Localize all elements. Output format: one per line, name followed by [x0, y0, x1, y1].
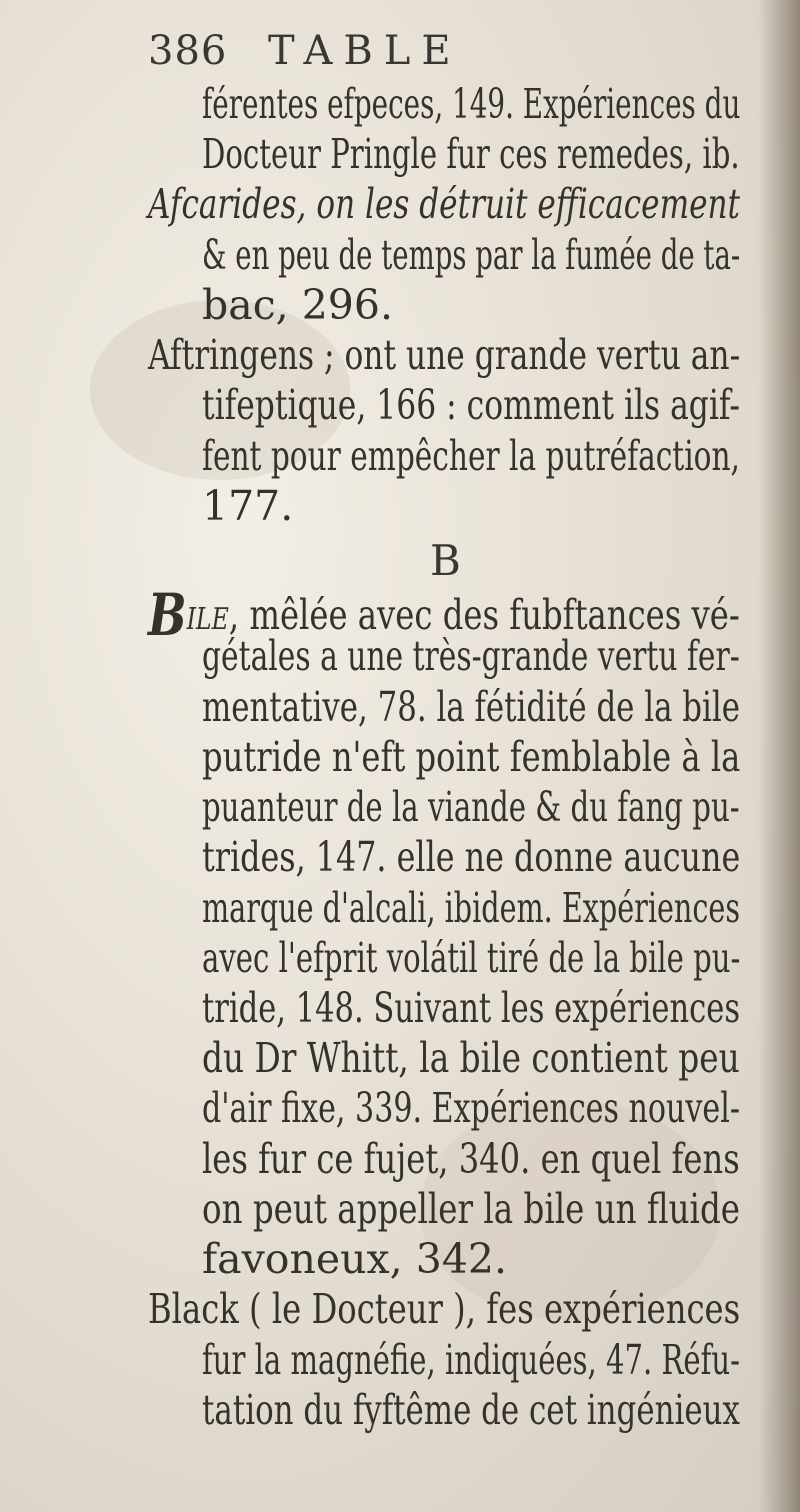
text-line: favoneux, 342.: [202, 1235, 508, 1283]
text-line: trides, 147. elle ne donne aucune: [202, 833, 741, 881]
text-line: tifeptique, 166 : comment ils agif-: [202, 381, 740, 429]
text-line: puanteur de la viande & du fang pu-: [202, 783, 740, 831]
text-line: du Dr Whitt, la bile contient peu: [202, 1034, 740, 1082]
text-line: on peut appeller la bile un fluide: [202, 1185, 741, 1233]
text-line: mentative, 78. la fétidité de la bile: [202, 683, 740, 731]
text-line: Docteur Pringle fur ces remedes, ib.: [202, 130, 740, 178]
text-line: Afcarides, on les détruit efficacement: [148, 180, 741, 228]
text-line: bac, 296.: [202, 281, 394, 329]
text-line: tride, 148. Suivant les expériences: [202, 984, 741, 1032]
text-line: Black ( le Docteur ), fes expériences: [148, 1285, 741, 1333]
text-line: férentes efpeces, 149. Expériences du: [202, 80, 741, 128]
running-head: TABLE: [268, 28, 462, 74]
text-line: avec l'efprit volátil tiré de la bile pu-: [202, 934, 741, 982]
text-line: putride n'eft point femblable à la: [202, 733, 741, 781]
section-letter: B: [430, 536, 461, 585]
text-line: 177.: [202, 482, 294, 530]
text-line: gétales a une très-grande vertu fer-: [202, 632, 740, 680]
text-line: tation du fyftême de cet ingénieux: [202, 1386, 740, 1434]
small-caps: ILE: [186, 602, 229, 637]
page-number: 386: [148, 28, 228, 74]
drop-cap: B: [148, 581, 187, 649]
text-line: Aftringens ; ont une grande vertu an-: [148, 331, 741, 379]
text-line: fur la magnéfie, indiquées, 47. Réfu-: [202, 1336, 740, 1384]
text-line: d'air fixe, 339. Expériences nouvel-: [202, 1084, 740, 1132]
text-line-rest: , mêlée avec des fubftances vé-: [228, 591, 740, 639]
text-line: fent pour empêcher la putréfaction,: [202, 432, 740, 480]
text-line: les fur ce fujet, 340. en quel fens: [202, 1135, 740, 1183]
text-line: & en peu de temps par la fumée de ta-: [202, 231, 741, 279]
text-line: marque d'alcali, ibidem. Expériences: [202, 884, 741, 932]
